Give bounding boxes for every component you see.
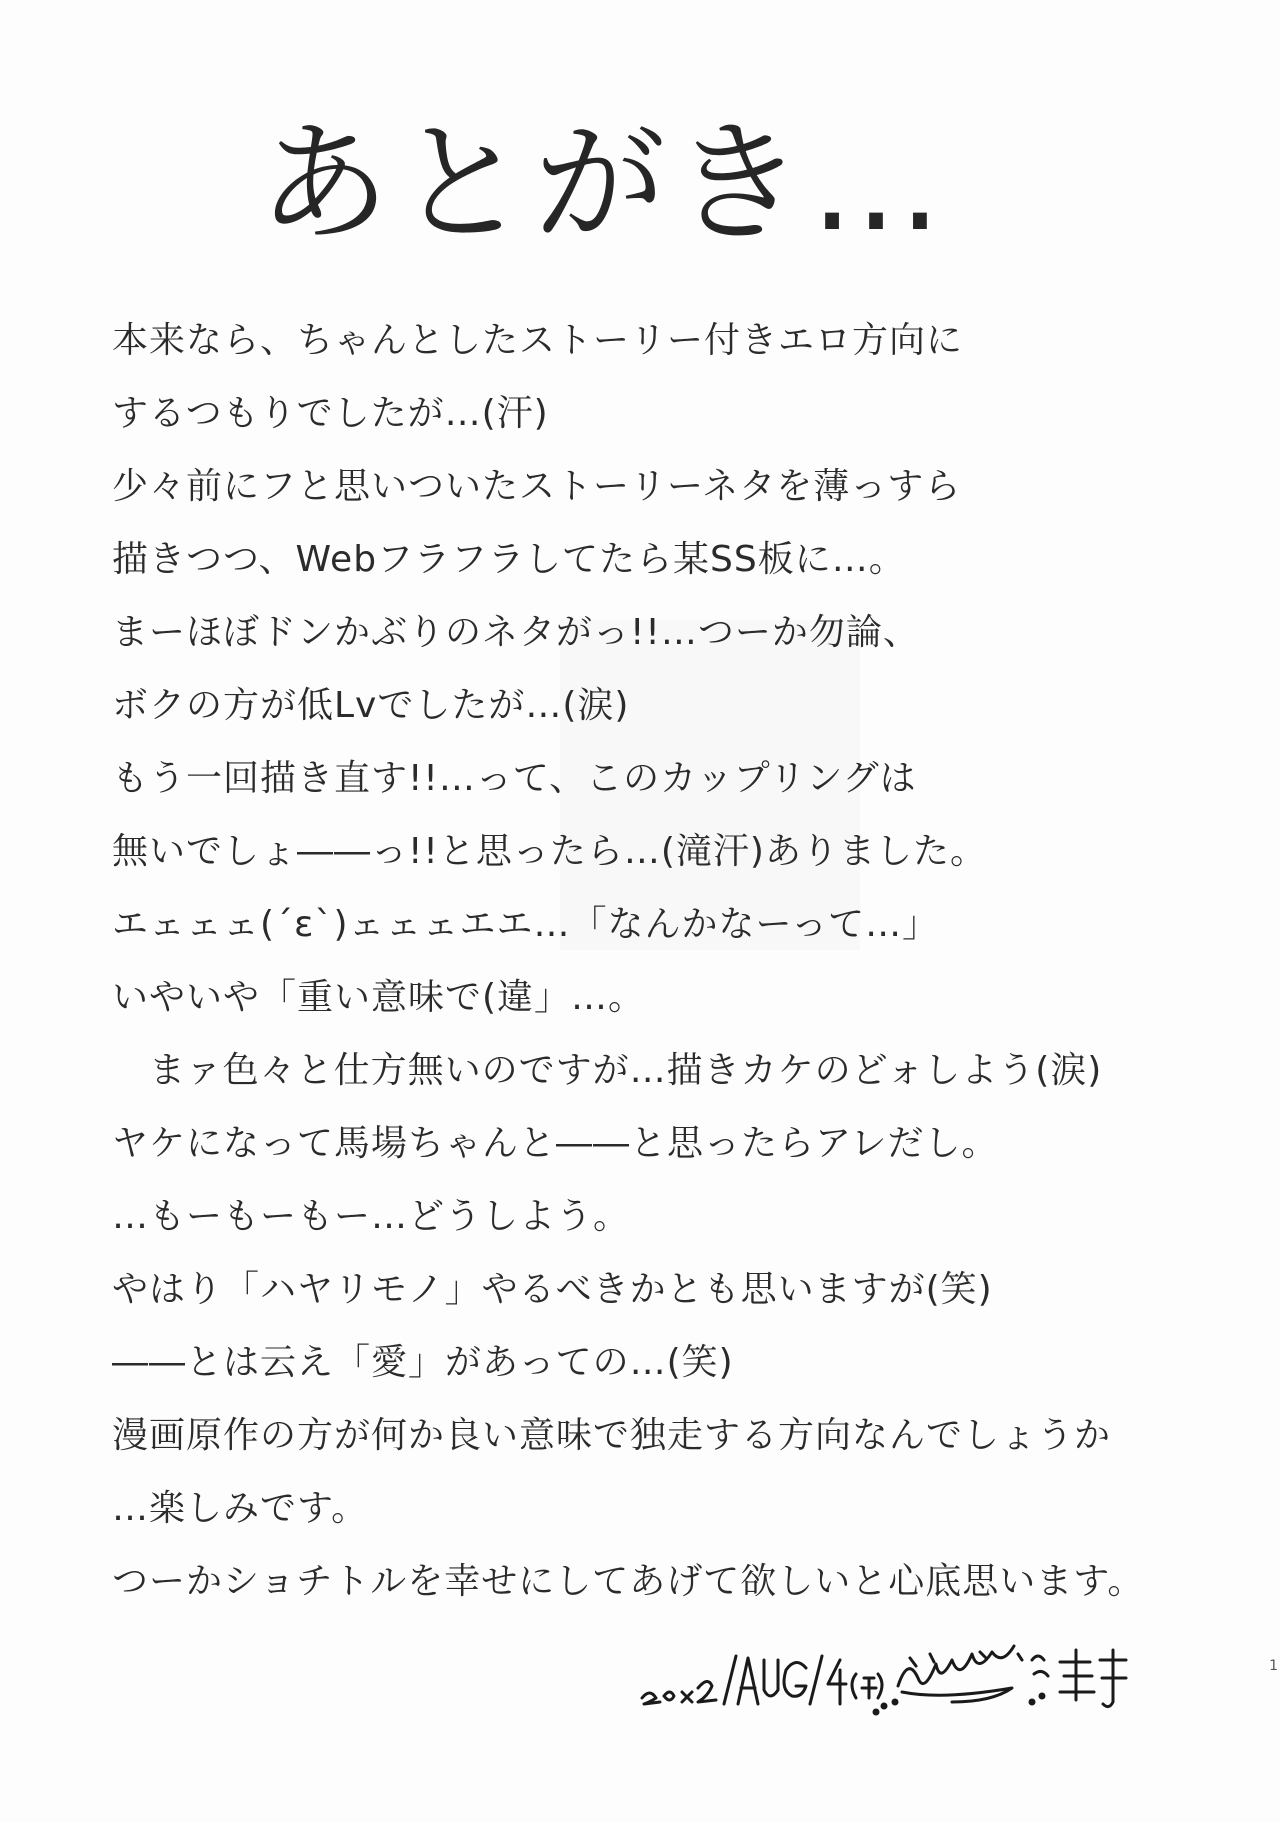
text-line: 少々前にフと思いついたストーリーネタを薄っすら <box>112 466 962 507</box>
text-line: ボクの方が低Lvでしたが…(涙) <box>112 685 630 726</box>
handwritten-signature <box>640 1630 1200 1720</box>
text-line: するつもりでしたが…(汗) <box>112 393 549 434</box>
page-title: あとがき… <box>258 107 948 261</box>
text-line: 描きつつ、Webフラフラしてたら某SS板に…。 <box>112 539 906 580</box>
afterword-body <box>112 315 1222 1629</box>
text-line: 漫画原作の方が何か良い意味で独走する方向なんでしょうか <box>112 1415 1112 1456</box>
text-line: やはり「ハヤリモノ」やるべきかとも思いますが(笑) <box>112 1269 993 1310</box>
text-line: …もーもーもー…どうしよう。 <box>112 1196 631 1237</box>
text-line: 本来なら、ちゃんとしたストーリー付きエロ方向に <box>112 320 964 361</box>
text-line: つーかショチトルを幸せにしてあげて欲しいと心底思います。 <box>112 1561 1145 1602</box>
text-line: ――とは云え「愛」があっての…(笑) <box>112 1342 734 1383</box>
text-line: …楽しみです。 <box>112 1488 369 1529</box>
text-line: まーほぼドンかぶりのネタがっ!!…つーか勿論、 <box>112 612 920 653</box>
text-line: もう一回描き直す!!…って、このカップリングは <box>112 758 917 799</box>
text-line: ヤケになって馬場ちゃんと――と思ったらアレだし。 <box>112 1123 999 1164</box>
text-line: エェェェ(´ε`)ェェェエエ…「なんかなーって…」 <box>112 904 940 945</box>
text-line: まァ色々と仕方無いのですが…描きカケのどォしよう(涙) <box>112 1050 1103 1091</box>
text-line: いやいや「重い意味で(違」…。 <box>112 977 646 1018</box>
page-number: 1 <box>1269 1658 1278 1674</box>
text-line: 無いでしょ――っ!!と思ったら…(滝汗)ありました。 <box>112 831 987 872</box>
